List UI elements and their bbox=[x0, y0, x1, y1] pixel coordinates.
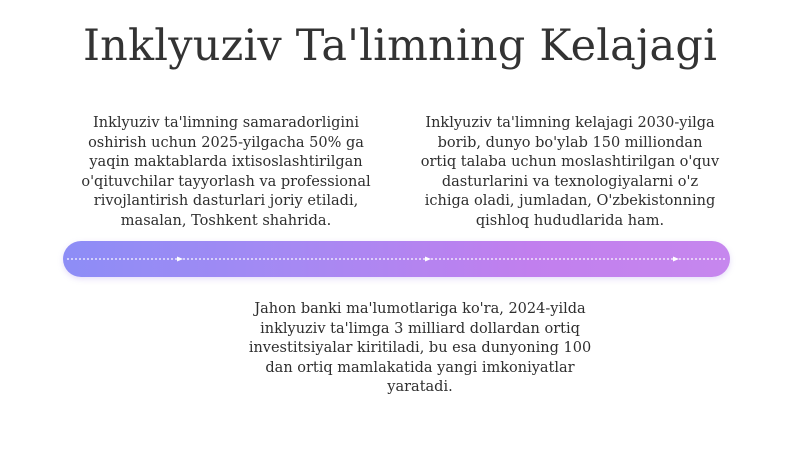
point-bottom-text: Jahon banki ma'lumotlariga ko'ra, 2024-yilda inklyuziv ta'limga 3 milliard dollardan ortiq investitsiyalar kiritiladi, bu esa dunyoning 100 dan ortiq mamlakatida yangi imkoniyatlar yaratadi. bbox=[248, 301, 592, 395]
arrow-right-icon bbox=[425, 257, 431, 262]
point-left-text: Inklyuziv ta'limning samaradorligini oshirish uchun 2025-yilgacha 50% ga yaqin maktablarda ixtisoslashtirilgan o'qituvchilar tayyorlash va professional rivojlantirish dasturlari joriy etiladi, masalan, Toshkent shahrida. bbox=[81, 115, 371, 229]
point-right-text: Inklyuziv ta'limning kelajagi 2030-yilga borib, dunyo bo'ylab 150 milliondan ortiq talaba uchun moslashtirilgan o'quv dasturlarini va texnologiyalarni o'z ichiga oladi, jumladan, O'zbekistonning qishloq hududlarida ham. bbox=[420, 115, 720, 229]
timeline-track bbox=[63, 241, 730, 277]
arrow-right-icon bbox=[673, 257, 679, 262]
slide-title: Inklyuziv Ta'limning Kelajagi bbox=[82, 21, 718, 71]
arrow-right-icon bbox=[177, 257, 183, 262]
timeline-bar bbox=[63, 241, 730, 277]
